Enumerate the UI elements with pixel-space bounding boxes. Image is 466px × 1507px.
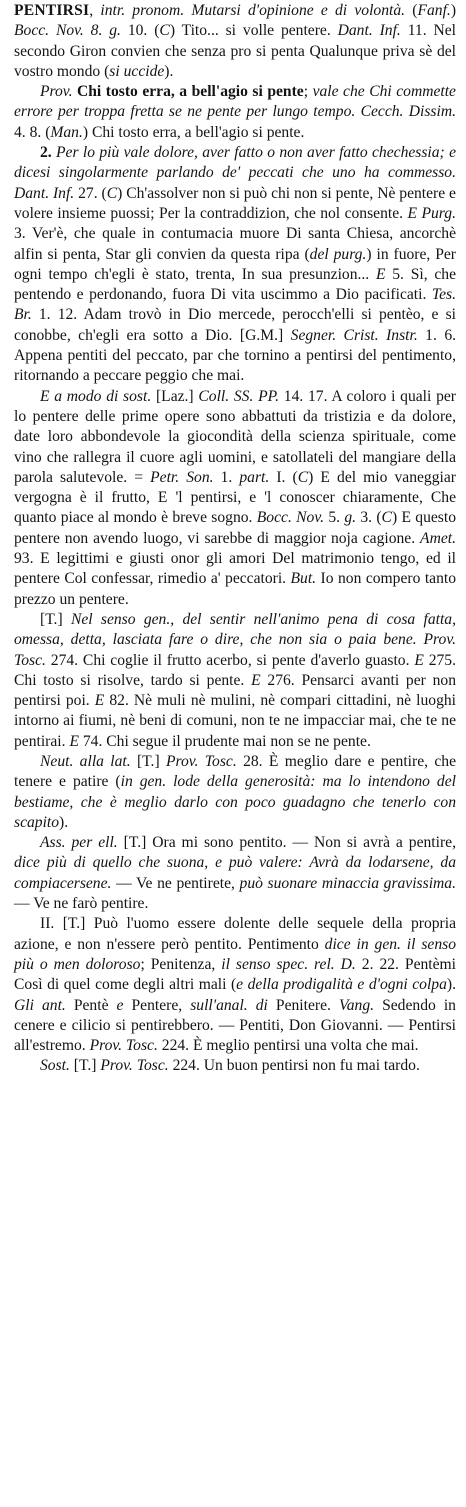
italic-text: Ass. per ell. [40,834,118,852]
body-text: ) Tito... si volle pentere. [169,22,338,40]
italic-text: E [375,265,386,283]
italic-text: dice più di quello che suona, e può valere: Avrà da lodarsene, da compiacersene. [14,854,456,892]
general-sense-paragraph [14,610,456,752]
italic-text: Prov. [40,83,73,101]
italic-text: g. [344,509,357,527]
italic-text: E a modo di sost. [40,387,152,405]
italic-text: Fanf. [417,2,451,19]
italic-text: Sost. [40,1057,70,1075]
body-text: 93. E legittimi e giusti onor gli amori Del matrimonio tengo, ed il pentere Col confessar, rimedio a' peccatori. [14,550,456,588]
italic-text: E [251,671,261,689]
body-text: [T.] [69,1057,101,1075]
italic-text: part. [239,468,270,486]
italic-text: in gen. lode della generosità: ma lo intendono del bestiame, che è meglio darlo con poco guadagno che tenerlo con scapito [14,773,456,831]
proverb-paragraph [14,82,456,143]
italic-text: Tes. Br. [14,286,456,324]
body-text: 276. Pensarci avanti per non pentirsi poi. [14,671,456,710]
substantive-usage-paragraph [14,1056,456,1076]
body-text: 224. È meglio pentirsi una volta che mai. [157,1037,419,1055]
body-text: ). [446,976,456,994]
body-text: Sedendo in cenere e cilicio si pentirebbero. — Pentiti, Don Giovanni. — Pentirsi all'estremo. [14,996,456,1055]
body-text: 74. Chi segue il prudente mai non se ne pente. [78,732,371,750]
body-text: 224. Un buon pentirsi non fu mai tardo. [168,1057,420,1075]
body-text: ). [59,813,69,831]
italic-text: e [116,996,124,1014]
italic-text: Vang. [338,996,375,1014]
italic-text: C [159,22,170,40]
italic-text: Bocc. Nov. [256,509,325,527]
body-text: 5. Sì, che pentendo e perdonando, fuora Di vita uscimmo a Dio pacificati. [14,265,456,304]
body-text: ) Ch'assolver non si può chi non si pente, Nè pentere e volere insieme puossi; Per la contraddizion, che nol consente. [14,184,456,222]
italic-text: Coll. SS. PP. [198,387,280,405]
body-text: 274. Chi coglie il frutto acerbo, si pente d'averlo guasto. [45,651,415,669]
body-text: 82. Nè muli nè mulini, nè compari cittadini, nè luoghi intorno ai fiumi, nè beni di comuni, non te ne impacciar mai, che te ne pentirai. [14,692,456,750]
body-text: — Ve ne pentirete, [111,874,240,892]
italic-text: E [414,651,424,669]
italic-text: E [94,692,105,710]
italic-text: Bocc. Nov. 8. g. [14,22,121,40]
body-text: 14. 17. A coloro i quali per lo pentere delle prime opere sono abbattuti da tristizia e da dolore, date loro abbondevole la giocondità della scienza spirituale, come vino che rallegra il cuore agli uomini, e satollateli del mangiare della parola salutevole. = [14,387,456,486]
italic-text: E [69,732,79,750]
body-text: [T.] [40,610,71,628]
entry-definition [14,1,456,82]
body-text: 11. Nel secondo Giron convien che senza pro si penta Qualunque priva sè del vostro mondo ( [14,22,456,80]
body-text: ) Chi tosto erra, a bell'agio si pente. [82,123,305,141]
body-text: 2. 22. Pentèmi Così di quel come degli altri mali ( [14,955,457,994]
body-text: ) [450,2,457,19]
body-text: [T.] Ora mi sono pentito. — Non si avrà a pentire, [117,834,456,852]
italic-text: Dant. Inf. [337,22,401,40]
italic-text: intr. pronom. Mutarsi d'opinione e di volontà. [100,2,406,19]
body-text: ) in fuore, Per ogni tempo ch'egli è stato, trenta, In sua presunzion... [14,245,456,283]
italic-text: Petr. Son. [150,468,214,486]
body-text: Io non compero tanto prezzo un pentere. [14,570,456,608]
italic-text: si uccide [109,62,165,80]
italic-text: C [297,468,309,486]
italic-text: e della prodigalità e d'ogni colpa [236,976,447,994]
italic-text: Segner. Crist. Instr. [290,326,418,344]
body-text: [T.] [130,752,166,770]
body-text: 1. 6. Appena pentiti del peccato, par che tornino a pentirsi del pentimento, ritornando a peccare peggio che mai. [14,326,457,385]
body-text: 275. Chi tosto si risolve, tardo si pente. [14,651,456,689]
italic-text: But. [290,570,317,588]
italic-text: Prov. Tosc. [100,1057,169,1075]
italic-text: vale che Chi commette errore per troppa fretta se ne pente per lungo tempo. Cecch. Dissim. [14,83,456,121]
absolute-usage-paragraph [14,833,456,914]
italic-text: Prov. Tosc. [89,1037,158,1055]
body-text: [Laz.] [151,387,199,405]
italic-text: dice in gen. il senso più o men doloroso [14,935,456,973]
body-text: ) E questo pentere non avendo luogo, vi sarebbe di maggior noja cagione. [14,509,457,547]
body-text: 28. È meglio dare e pentire, che tenere e patire ( [14,752,457,791]
body-text: 3. ( [356,509,382,527]
body-text: 27. ( [74,184,107,202]
italic-text: sull'anal. di [190,996,268,1014]
italic-text: Gli ant. [14,996,66,1014]
italic-text: Amet. [420,529,456,547]
body-text: 4. 8. ( [14,123,51,141]
body-text: ; [303,83,313,101]
noun-usage-paragraph [14,387,456,610]
body-text: ) E del mio vaneggiar vergogna è il frutto, E 'l pentirsi, e 'l conoscer chiaramente, Che quanto piace al mondo è breve sogno. [14,468,456,527]
body-text: I. ( [269,468,298,486]
body-text: 1. [213,468,240,486]
entry-headword: PENTIRSI [14,2,90,19]
sense-II-paragraph [14,914,456,1056]
body-text: 3. Ver'è, che quale in contumacia muore Di santa Chiesa, ancorchè alfin si penta, Star gli convien da questa ripa ( [14,225,456,263]
italic-text: C [381,509,392,527]
sense-2-paragraph [14,143,456,387]
italic-text: Neut. alla lat. [40,752,131,770]
italic-text: può suonare minaccia gravissima. [239,874,456,892]
bold-text: Chi tosto erra, a bell'agio si pente [72,83,304,101]
italic-text: del purg. [309,245,367,263]
body-text: II. [T.] Può l'uomo essere dolente delle sequele della propria azione, e non n'essere però pentito. Pentimento [14,915,456,953]
body-text: — Ve ne farò pentire. [14,895,149,913]
italic-text: C [106,184,118,202]
italic-text: Prov. Tosc. [165,752,237,770]
body-text: 5. [324,509,345,527]
body-text: , [89,2,101,19]
body-text: ( [405,2,418,19]
neuter-usage-paragraph [14,752,456,833]
italic-text: Man. [50,123,83,141]
italic-text: E Purg. [407,204,456,222]
italic-text: Nel senso gen., del sentir nell'animo pena di cosa fatta, omessa, detta, lasciata fare o dire, che non sia o paia bene. Prov. Tosc. [14,610,456,669]
body-text: ; Penitenza, [140,955,222,973]
body-text: ). [164,62,174,80]
body-text: 10. ( [120,22,160,40]
body-text: Pentere, [123,996,191,1014]
bold-text: 2. [40,144,57,162]
body-text: Penitere. [267,996,339,1014]
italic-text: Per lo più vale dolore, aver fatto o non aver fatto chechessia; e dicesi singolarmente parlando de' peccati che uno ha commesso. Dant. Inf. [14,144,456,202]
body-text: 1. 12. Adam trovò in Dio mercede, perocch'elli si pentèo, e si conobbe, ch'egli era sotto a Dio. [G.M.] [14,306,456,344]
body-text: Pentè [65,996,117,1014]
italic-text: il senso spec. rel. D. [221,955,356,973]
